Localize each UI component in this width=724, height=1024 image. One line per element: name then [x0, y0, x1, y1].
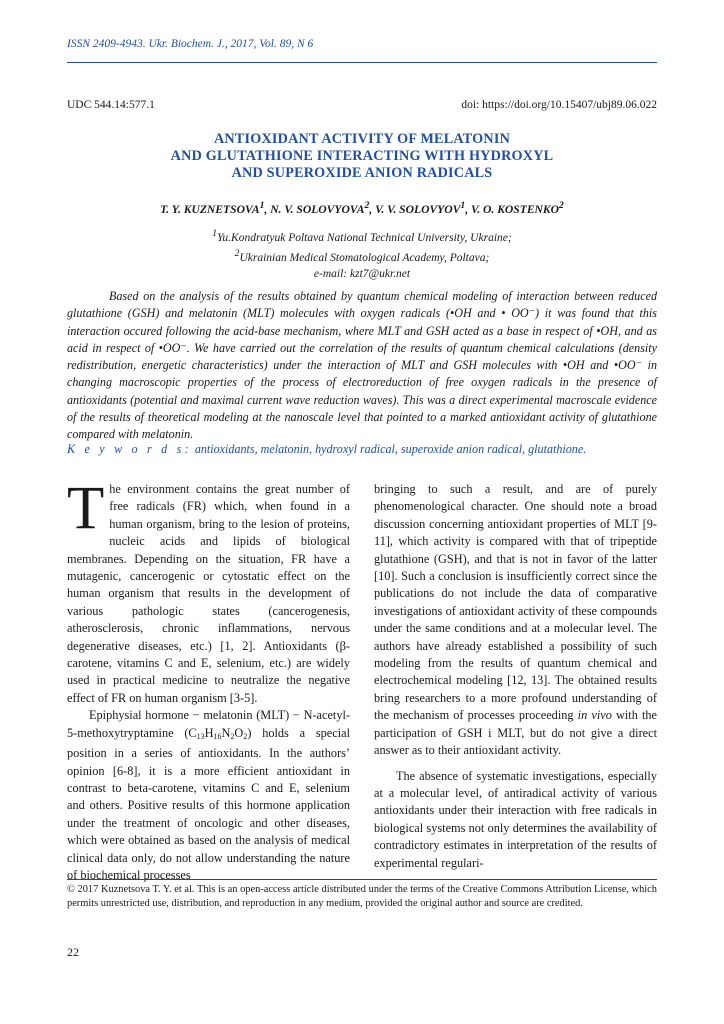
- drop-cap: T: [67, 475, 105, 542]
- italic-term: in vivo: [577, 708, 612, 723]
- paragraph-text: he environment contains the great number of free radicals (FR) which, when found in a human organism, bring to the lesion of proteins, nucleic acids and lipids of biological membranes. Depending on the situation, FR have a mutagenic, cancerogenic or cytostatic effect on the human organism that results in the development of various pathologic states (cancerogenesis, atherosclerosis, chronic inflammations, nervous degenerative diseases, etc.) [1, 2]. Antioxidants (β-carotene, vitamins C and E, selenium, etc.) are widely used in practical medicine to neutralize the negative effect of FR on human organism [3-5].: [67, 482, 350, 705]
- body-paragraph: [374, 768, 657, 872]
- body-paragraph: [374, 481, 657, 760]
- paragraph-text: with the participation of GSH i MLT, but do not give a direct answer as to their antioxidant activity.: [374, 708, 658, 758]
- abstract: Based on the analysis of the results obtained by quantum chemical modeling of interaction between reduced glutathione (GSH) and melatonin (MLT) molecules with oxygen radicals (•OH and • OO⁻) it was found that this interaction occured following the acid-base mechanism, where MLT and GSH acted as a base in respect of •OH, and as acid in respect of •OO⁻. We have carried out the correlation of the results of quantum chemical calculations (density redistribution, energetic characteristics) under the interaction of MLT and GSH molecules with •OH and •OO⁻ in changing macroscopic properties of the process of electroreduction of free oxygen radicals in the presence of antioxidants (potential and maximal current wave reduction waves). This was a direct experimental macroscale evidence of the results of theoretical modeling at the nanoscale level that pointed to a marked antioxidant activity of glutathione compared with melatonin.: [67, 289, 657, 442]
- copyright-notice: © 2017 Kuznetsova T. Y. et al. This is an open-access article distributed under the terms of the Creative Commons Attribution License, which permits unrestricted use, distribution, and reproduction in any medium, provided the original author and source are credited.: [67, 884, 657, 909]
- affiliation-line: [67, 246, 657, 266]
- author-list: T. Y. KUZNETSOVA$^1$, N. V. SOLOVYOVA$^2$, V. V. SOLOVYOV$^1$, V. O. KOSTENKO$^2$: [160, 200, 564, 216]
- email-line[interactable]: e-mail: kzt7@ukr.net: [313, 267, 411, 280]
- affiliation-text: Yu.Kondratyuk Poltava National Technical University, Ukraine;: [217, 231, 512, 244]
- body-paragraph: [67, 707, 350, 884]
- keywords-text: antioxidants, melatonin, hydroxyl radical, superoxide anion radical, glutathione.: [194, 442, 587, 456]
- author-name: V. V. SOLOVYOV: [375, 202, 461, 216]
- doi-link[interactable]: doi: https://doi.org/10.15407/ubj89.06.022: [461, 99, 657, 111]
- formula-subscript: 2: [243, 731, 248, 741]
- affiliation-number: 2: [234, 247, 240, 259]
- paragraph-text: Epiphysial hormone − melatonin (MLT) − N-acetyl-5-methoxytryptamine (C: [67, 708, 350, 740]
- title-line: AND GLUTATHIONE INTERACTING WITH HYDROXYL: [170, 148, 554, 164]
- udc-code: UDC 544.14:577.1: [67, 99, 155, 111]
- header-divider: [67, 62, 657, 63]
- title-line: ANTIOXIDANT ACTIVITY OF MELATONIN: [213, 131, 511, 147]
- author-affiliation-mark: 2: [559, 200, 564, 211]
- formula-element: O: [234, 725, 244, 740]
- formula-subscript: 13: [196, 731, 205, 741]
- body-column-left: [67, 475, 350, 884]
- author-name: N. V. SOLOVYOVA: [270, 202, 365, 216]
- affiliation-number: 1: [212, 228, 218, 239]
- formula-subscript: 2: [230, 731, 235, 741]
- keywords-heading: K e y w o r d s:: [67, 442, 192, 456]
- body-column-right: [374, 481, 657, 872]
- paragraph-text: The absence of systematic investigations, especially at a molecular level, of antiradical activity of various antioxidants under their interaction with free radicals in biological systems not only determines the availability of contradictory estimates in interpretation of the results of experimental regulari-: [374, 768, 657, 870]
- article-title: [67, 131, 657, 182]
- affiliations: [67, 226, 657, 282]
- footer-divider: [67, 879, 657, 880]
- affiliation-text: Ukrainian Medical Stomatological Academy, Poltava;: [239, 251, 490, 264]
- title-line: AND SUPEROXIDE ANION RADICALS: [231, 165, 493, 181]
- paragraph-text: ) holds a special position in a series of antioxidants. In the authors’ opinion [6-8], it is a more efficient antioxidant in contrast to beta-carotene, vitamins C and E, selenium and others. Positive results of this hormone application under the treatment of oncologic and other diseases, which were obtained as based on the analysis of medical clinical data only, do not allow understanding the nature of biochemical processes: [67, 725, 350, 882]
- affiliation-line: [67, 226, 657, 246]
- paragraph-text: bringing to such a result, and are of purely phenomenological character. One should note a broad discussion concerning antioxidant properties of MLT [9-11], which activity is compared with that of tripeptide glutathione (GSH), and that is not in favor of the latter [10]. Such a conclusion is insufficiently correct since the publications do not include the data of comparative investigations of antioxidant activity of these compounds under the same conditions and at a molecular level. The authors have already established a possibility of such modeling from the results of quantum chemical and electrochemical modeling [12, 13]. The obtained results bring researchers to a more profound understanding of the mechanism of processes proceeding: [374, 482, 657, 723]
- keywords: [67, 442, 657, 457]
- author-name: T. Y. KUZNETSOVA: [160, 202, 260, 216]
- author-affiliation-mark: 1: [259, 200, 265, 211]
- author-name: V. O. KOSTENKO: [470, 202, 560, 216]
- page-number: 22: [67, 945, 79, 959]
- formula-subscript: 16: [213, 731, 222, 741]
- body-paragraph: [67, 475, 350, 707]
- formula-element: N: [221, 725, 231, 740]
- journal-header: ISSN 2409-4943. Ukr. Biochem. J., 2017, Vol. 89, N 6: [67, 38, 314, 50]
- author-affiliation-mark: 2: [364, 200, 370, 211]
- author-affiliation-mark: 1: [460, 200, 466, 211]
- formula-element: H: [204, 725, 214, 740]
